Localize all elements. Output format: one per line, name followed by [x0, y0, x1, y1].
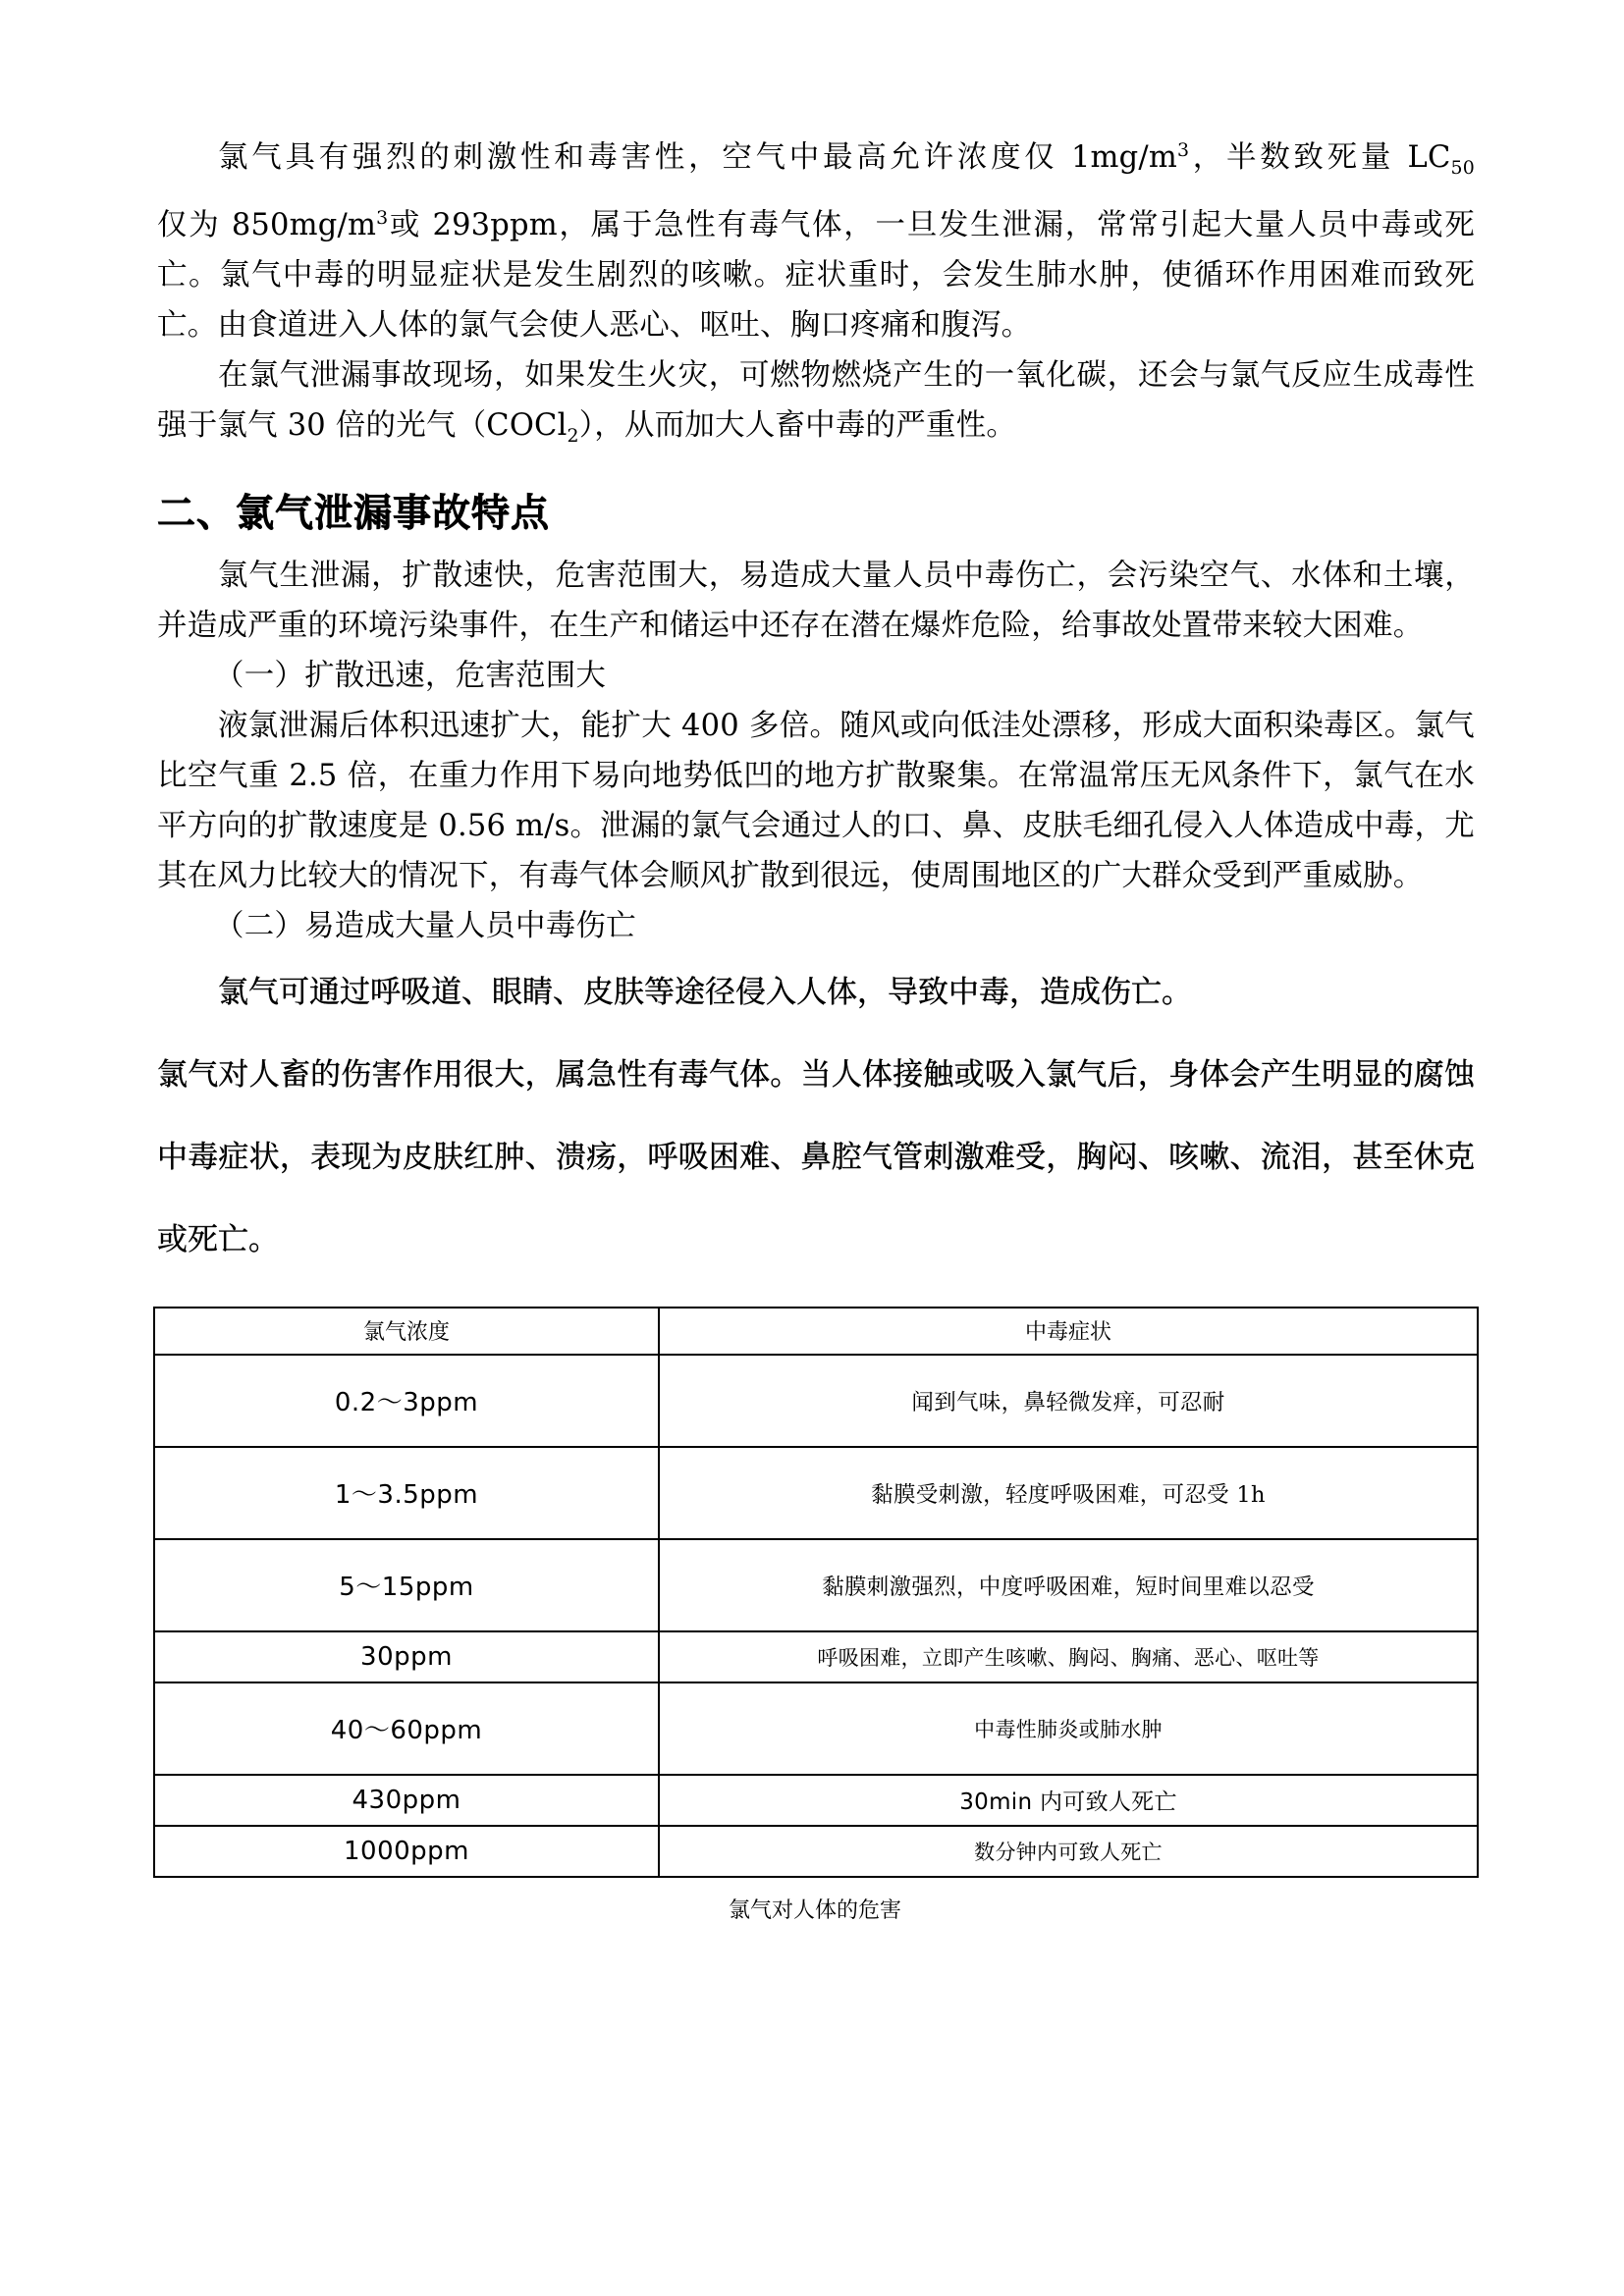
p1-lc50-subscript: 50: [1450, 157, 1475, 180]
table-body: [154, 1355, 1478, 1877]
paragraph-diffusion: 液氯泄漏后体积迅速扩大，能扩大 400 多倍。随风或向低洼处漂移，形成大面积染毒区。氯气比空气重 2.5 倍，在重力作用下易向地势低凹的地方扩散聚集。在常温常压无风条件下，氯气在水平方向的扩散速度是 0.56 m/s。泄漏的氯气会通过人的口、鼻、皮肤毛细孔侵入人体造成中毒，尤其在风力比较大的情况下，有毒气体会顺风扩散到很远，使周围地区的广大群众受到严重威胁。: [157, 708, 1475, 893]
cell-symptom: 黏膜受刺激，轻度呼吸困难，可忍受 1h: [659, 1447, 1478, 1539]
column-header-concentration: 氯气浓度: [154, 1308, 659, 1355]
cell-concentration: 0.2～3ppm: [154, 1355, 659, 1447]
table-caption: 氯气对人体的危害: [728, 1897, 901, 1923]
table-row: [154, 1775, 1478, 1826]
p1-segment-c: 仅为 $850mg/m^3$: [157, 207, 389, 243]
cell-symptom: 黏膜刺激强烈，中度呼吸困难，短时间里难以忍受: [659, 1539, 1478, 1631]
p1-segment-b: ，半数致死量: [1189, 140, 1408, 176]
cell-concentration: 30ppm: [154, 1631, 659, 1682]
paragraph-exposure-routes: 氯气可通过呼吸道、眼睛、皮肤等途径侵入人体，导致中毒，造成伤亡。: [218, 974, 1192, 1010]
cell-symptom: 呼吸困难，立即产生咳嗽、胸闷、胸痛、恶心、呕吐等: [659, 1631, 1478, 1682]
p1-superscript-3: 3: [1177, 139, 1190, 161]
hazard-table-wrapper: [157, 1307, 1475, 1924]
table-row: [154, 1447, 1478, 1539]
table-row: [154, 1631, 1478, 1682]
paragraph-section-intro: 氯气生泄漏，扩散速快，危害范围大，易造成大量人员中毒伤亡，会污染空气、水体和土壤，并造成严重的环境污染事件，在生产和储运中还存在潜在爆炸危险，给事故处置带来较大困难。: [157, 558, 1475, 643]
p2-segment-a: 在氯气泄漏事故现场，如果发生火灾，可燃物燃烧产生的一氧化碳，还会与氯气反应生成毒性强于氯气 30 倍的光气（COCl: [157, 358, 1475, 444]
cell-symptom: 中毒性肺炎或肺水肿: [659, 1682, 1478, 1775]
cell-symptom: 数分钟内可致人死亡: [659, 1826, 1478, 1877]
table-row: [154, 1355, 1478, 1447]
paragraph-chlorine-toxicity: [157, 126, 1475, 350]
table-header-row: [154, 1308, 1478, 1355]
cell-symptom: 30min 内可致人死亡: [659, 1775, 1478, 1826]
cell-concentration: 430ppm: [154, 1775, 659, 1826]
p1-lc50-label: $LC_{50}$: [1407, 140, 1475, 180]
column-header-symptom: 中毒症状: [659, 1308, 1478, 1355]
subsection-title-two: （二）易造成大量人员中毒伤亡: [214, 908, 636, 943]
p1-segment-d: 或 293ppm，属于急性有毒气体，一旦发生泄漏，常常引起大量人员中毒或死亡。氯气中毒的明显症状是发生剧烈的咳嗽。症状重时，会发生肺水肿，使循环作用困难而致死亡。由食道进入人体的氯气会使人恶心、呕吐、胸口疼痛和腹泻。: [157, 208, 1475, 344]
p1-superscript-3b: 3: [376, 207, 389, 230]
table-row: [154, 1539, 1478, 1631]
cell-concentration: 40～60ppm: [154, 1682, 659, 1775]
cell-concentration: 1～3.5ppm: [154, 1447, 659, 1539]
cell-concentration: 5～15ppm: [154, 1539, 659, 1631]
paragraph-corrosive-symptoms: 氯气对人畜的伤害作用很大，属急性有毒气体。当人体接触或吸入氯气后，身体会产生明显的腐蚀中毒症状，表现为皮肤红肿、溃疡，呼吸困难、鼻腔气管刺激难受，胸闷、咳嗽、流泪，甚至休克或死亡。: [157, 1056, 1475, 1257]
table-row: [154, 1826, 1478, 1877]
table-head: [154, 1308, 1478, 1355]
p2-cocl2-subscript: 2: [567, 425, 579, 448]
p1-segment-a: 氯气具有强烈的刺激性和毒害性，空气中最高允许浓度仅: [218, 140, 1071, 176]
p1-limit-value: $1mg/m^3$: [1070, 139, 1190, 176]
document-content: [157, 126, 1475, 1924]
p2-segment-b: ），从而加大人畜中毒的严重性。: [578, 408, 1017, 444]
table-row: [154, 1682, 1478, 1775]
subsection-title-one: （一）扩散迅速，危害范围大: [214, 658, 607, 693]
cell-symptom: 闻到气味，鼻轻微发痒，可忍耐: [659, 1355, 1478, 1447]
cell-concentration: 1000ppm: [154, 1826, 659, 1877]
paragraph-phosgene: [157, 350, 1475, 461]
chlorine-hazard-table: [153, 1307, 1479, 1878]
section-heading-leak-characteristics: 二、氯气泄漏事故特点: [157, 491, 551, 536]
